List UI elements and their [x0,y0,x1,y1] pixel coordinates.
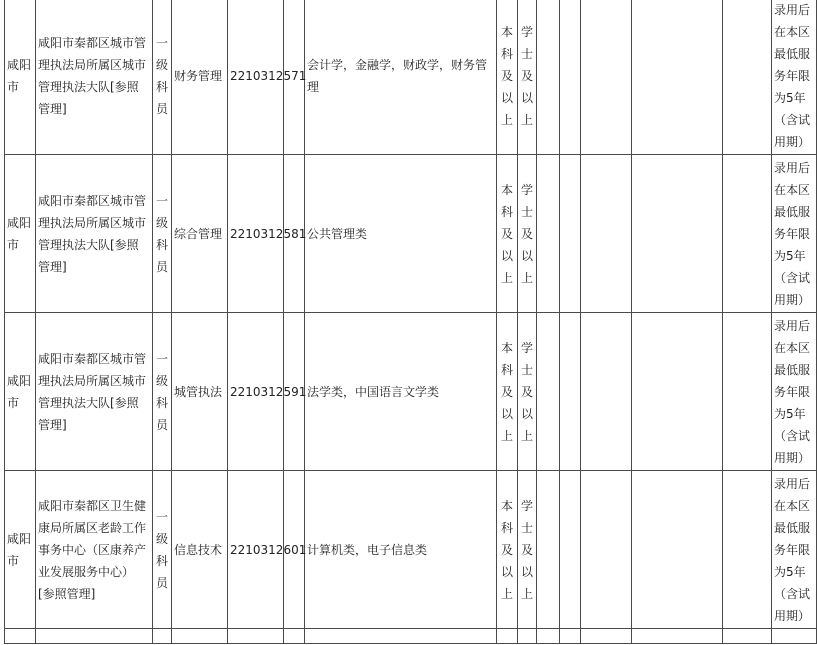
empty-cell [560,471,581,629]
empty-cell [581,471,632,629]
empty-cell [537,313,560,471]
level-cell: 一级科员 [153,313,172,471]
city-cell: 咸阳市 [5,313,36,471]
empty-cell [632,0,723,155]
empty-cell [560,155,581,313]
empty-cell [5,629,36,644]
empty-cell [581,0,632,155]
empty-cell [723,313,772,471]
level-cell: 一级科员 [153,0,172,155]
note-cell: 录用后在本区最低服务年限为5年（含试用期） [772,471,817,629]
empty-cell [632,155,723,313]
empty-cell [537,471,560,629]
level-cell: 一级科员 [153,155,172,313]
note-cell: 录用后在本区最低服务年限为5年（含试用期） [772,0,817,155]
empty-cell [723,0,772,155]
empty-cell [518,629,537,644]
table-row-partial [5,629,817,644]
degree-cell: 学士及以上 [518,313,537,471]
education-cell: 本科及以上 [497,471,518,629]
empty-cell [36,629,153,644]
city-cell: 咸阳市 [5,471,36,629]
empty-cell [723,155,772,313]
major-cell: 计算机类，电子信息类 [305,471,497,629]
position-code-cell: 2210312591 [228,313,284,471]
unit-cell: 咸阳市秦都区城市管理执法局所属区城市管理执法大队[参照管理] [36,155,153,313]
degree-cell: 学士及以上 [518,155,537,313]
note-cell: 录用后在本区最低服务年限为5年（含试用期） [772,313,817,471]
empty-cell [632,629,723,644]
city-cell: 咸阳市 [5,0,36,155]
education-cell: 本科及以上 [497,0,518,155]
position-code-cell: 2210312601 [228,471,284,629]
education-cell: 本科及以上 [497,155,518,313]
empty-cell [772,629,817,644]
empty-cell [497,629,518,644]
table-row [5,0,817,155]
empty-cell [560,313,581,471]
table-row [5,155,817,313]
note-cell: 录用后在本区最低服务年限为5年（含试用期） [772,155,817,313]
empty-cell [723,629,772,644]
empty-cell [632,313,723,471]
major-cell: 法学类，中国语言文学类 [305,313,497,471]
position-code-cell: 2210312581 [228,155,284,313]
empty-cell [537,155,560,313]
degree-cell: 学士及以上 [518,471,537,629]
empty-cell [723,471,772,629]
empty-cell [305,629,497,644]
unit-cell: 咸阳市秦都区城市管理执法局所属区城市管理执法大队[参照管理] [36,0,153,155]
position-code-cell: 2210312571 [228,0,284,155]
position-cell: 城管执法 [172,313,228,471]
empty-cell [537,0,560,155]
major-cell: 公共管理类 [305,155,497,313]
table-row [5,471,817,629]
empty-cell [228,629,284,644]
empty-cell [560,0,581,155]
major-cell: 会计学，金融学，财政学，财务管理 [305,0,497,155]
empty-cell [632,471,723,629]
empty-cell [581,629,632,644]
position-cell: 综合管理 [172,155,228,313]
empty-cell [537,629,560,644]
empty-cell [560,629,581,644]
unit-cell: 咸阳市秦都区城市管理执法局所属区城市管理执法大队[参照管理] [36,313,153,471]
education-cell: 本科及以上 [497,313,518,471]
city-cell: 咸阳市 [5,155,36,313]
degree-cell: 学士及以上 [518,0,537,155]
empty-cell [581,313,632,471]
position-cell: 财务管理 [172,0,228,155]
level-cell: 一级科员 [153,471,172,629]
empty-cell [153,629,172,644]
empty-cell [172,629,228,644]
unit-cell: 咸阳市秦都区卫生健康局所属区老龄工作事务中心（区康养产业发展服务中心）[参照管理] [36,471,153,629]
recruitment-table [4,0,817,644]
empty-cell [284,629,305,644]
table-row [5,313,817,471]
empty-cell [581,155,632,313]
position-cell: 信息技术 [172,471,228,629]
